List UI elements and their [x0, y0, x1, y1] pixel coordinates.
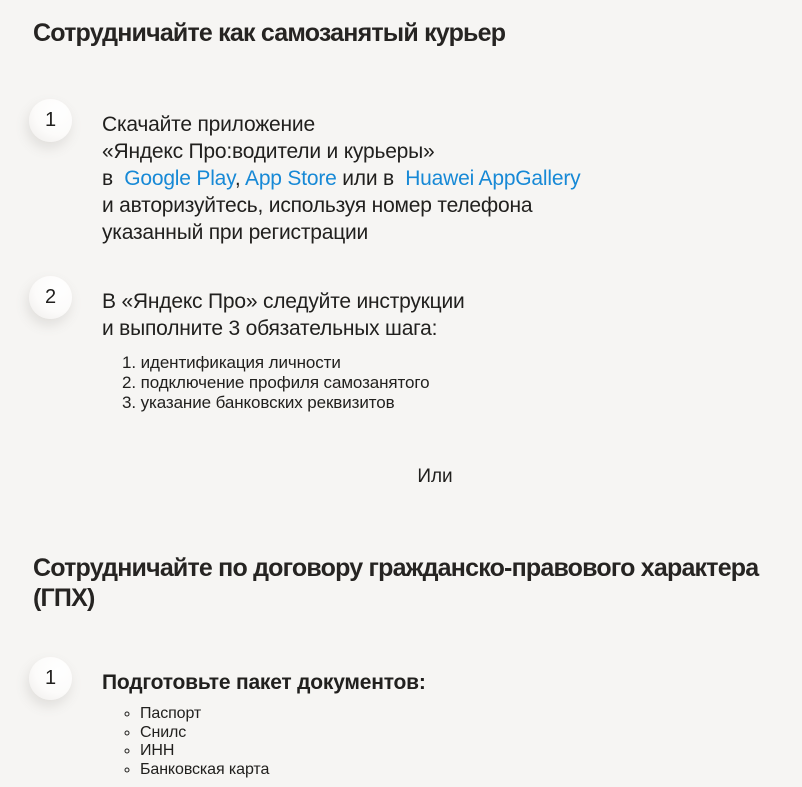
- line-3-separator: ,: [234, 167, 246, 190]
- document-item: ◦ Банковская карта: [140, 761, 426, 780]
- required-steps-list: [102, 353, 465, 413]
- page-title: Сотрудничайте как самозанятый курьер: [33, 19, 506, 47]
- google-play-link[interactable]: Google Play: [124, 167, 235, 190]
- step-number-badge: [29, 276, 72, 319]
- step-2-line-2: и выполните 3 обязательных шага:: [102, 317, 438, 340]
- document-item: ◦ Паспорт: [140, 705, 426, 724]
- gph-title-line-1: Сотрудничайте по договору гражданско-правового характера: [33, 554, 759, 582]
- step-1-line-2: «Яндекс Про:водители и курьеры»: [102, 140, 435, 163]
- step-number: 1: [44, 109, 57, 131]
- huawei-appgallery-link[interactable]: Huawei AppGallery: [405, 167, 581, 190]
- documents-list: [102, 705, 426, 779]
- line-3-middle: или в: [336, 167, 406, 190]
- gph-step-1-text: [102, 657, 426, 779]
- step-1-line-1: Скачайте приложение: [102, 113, 315, 136]
- or-divider: Или: [417, 466, 453, 487]
- required-step-item: 2. подключение профиля самозанятого: [122, 373, 465, 393]
- self-employed-step-2: [29, 276, 802, 413]
- line-3-prefix: в: [102, 167, 125, 190]
- step-2-line-1: В «Яндекс Про» следуйте инструкции: [102, 290, 465, 313]
- self-employed-step-1: [29, 99, 802, 246]
- step-1-line-5: указанный при регистрации: [102, 221, 369, 244]
- step-1-line-4: и авторизуйтесь, используя номер телефона: [102, 194, 533, 217]
- step-number: 2: [44, 286, 57, 308]
- required-step-item: 3. указание банковских реквизитов: [122, 393, 465, 413]
- step-number-badge: [29, 99, 72, 142]
- gph-title: [33, 553, 802, 613]
- app-store-link[interactable]: App Store: [245, 167, 337, 190]
- required-step-item: 1. идентификация личности: [122, 353, 465, 373]
- step-2-text: [102, 276, 465, 413]
- gph-title-line-2: (ГПХ): [33, 584, 95, 612]
- step-number-badge: [29, 657, 72, 700]
- document-item: ◦ ИНН: [140, 742, 426, 761]
- documents-heading: Подготовьте пакет документов:: [102, 671, 426, 694]
- document-item: ◦ Снилс: [140, 724, 426, 743]
- step-1-text: [102, 99, 580, 246]
- step-1-line-3: [102, 165, 580, 192]
- gph-step-1: [29, 657, 802, 779]
- step-number: 1: [44, 667, 57, 689]
